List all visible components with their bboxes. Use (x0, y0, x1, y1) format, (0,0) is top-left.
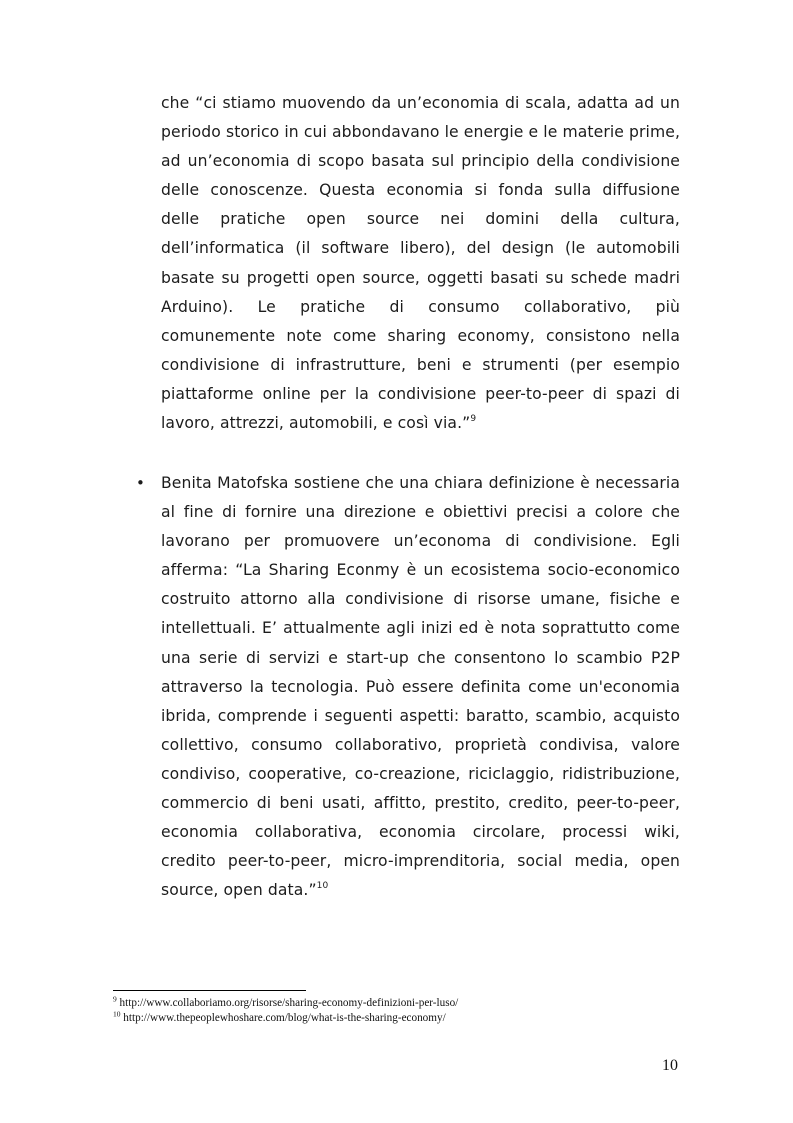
footnote-link[interactable]: http://www.collaboriamo.org/risorse/sharing-economy-definizioni-per-luso/ (116, 997, 459, 1009)
footnotes-section (113, 996, 693, 1026)
page-number: 10 (662, 1057, 678, 1074)
footnote-number: 9 (113, 994, 117, 1004)
footnote-number: 10 (113, 1009, 121, 1019)
footnote-reference-9[interactable]: 9 (470, 413, 477, 424)
bullet-text: Benita Matofska sostiene che una chiara definizione è necessaria al fine di fornire una direzione e obiettivi precisi a colore che lavorano per promuovere un’economa di condivisione. Egli afferma: “La Sharing Econmy è un ecosistema socio-economico costruito attorno alla condivisione di risorse umane, fisiche e intellettuali. E’ attualmente agli inizi ed è nota soprattutto come una serie di servizi e start-up che consentono lo scambio P2P attraverso la tecnologia. Può essere definita come un'economia ibrida, comprende i seguenti aspetti: baratto, scambio, acquisto collettivo, consumo collaborativo, proprietà condivisa, valore condiviso, cooperative, co-creazione, riciclaggio, ridistribuzione, commercio di beni usati, affitto, prestito, credito, peer-to-peer, economia collaborativa, economia circolare, processi wiki, credito peer-to-peer, micro-imprenditoria, social media, open source, open data.” (161, 474, 680, 900)
bullet-icon: • (136, 474, 145, 492)
paragraph-text: che “ci stiamo muovendo da un’economia di scala, adatta ad un periodo storico in cui abbondavano le energie e le materie prime, ad un’economia di scopo basata sul principio della condivisione delle conoscenze. Questa economia si fonda sulla diffusione delle pratiche open source nei domini della cultura, dell’informatica (il software libero), del design (le automobili basate su progetti open source, oggetti basati su schede madri Arduino). Le pratiche di consumo collaborativo, più comunemente note come sharing economy, consistono nella condivisione di infrastrutture, beni e strumenti (per esempio piattaforme online per la condivisione peer-to-peer di spazi di lavoro, attrezzi, automobili, e così via.” (161, 94, 681, 433)
footnote-10 (113, 1011, 693, 1026)
footnote-link[interactable]: http://www.thepeoplewhoshare.com/blog/what-is-the-sharing-economy/ (120, 1012, 446, 1024)
footnote-reference-10[interactable]: 10 (316, 881, 329, 892)
paragraph-continued (161, 89, 680, 438)
footnote-9 (113, 996, 693, 1011)
bullet-list-item (136, 469, 680, 905)
footnote-separator (113, 990, 306, 991)
